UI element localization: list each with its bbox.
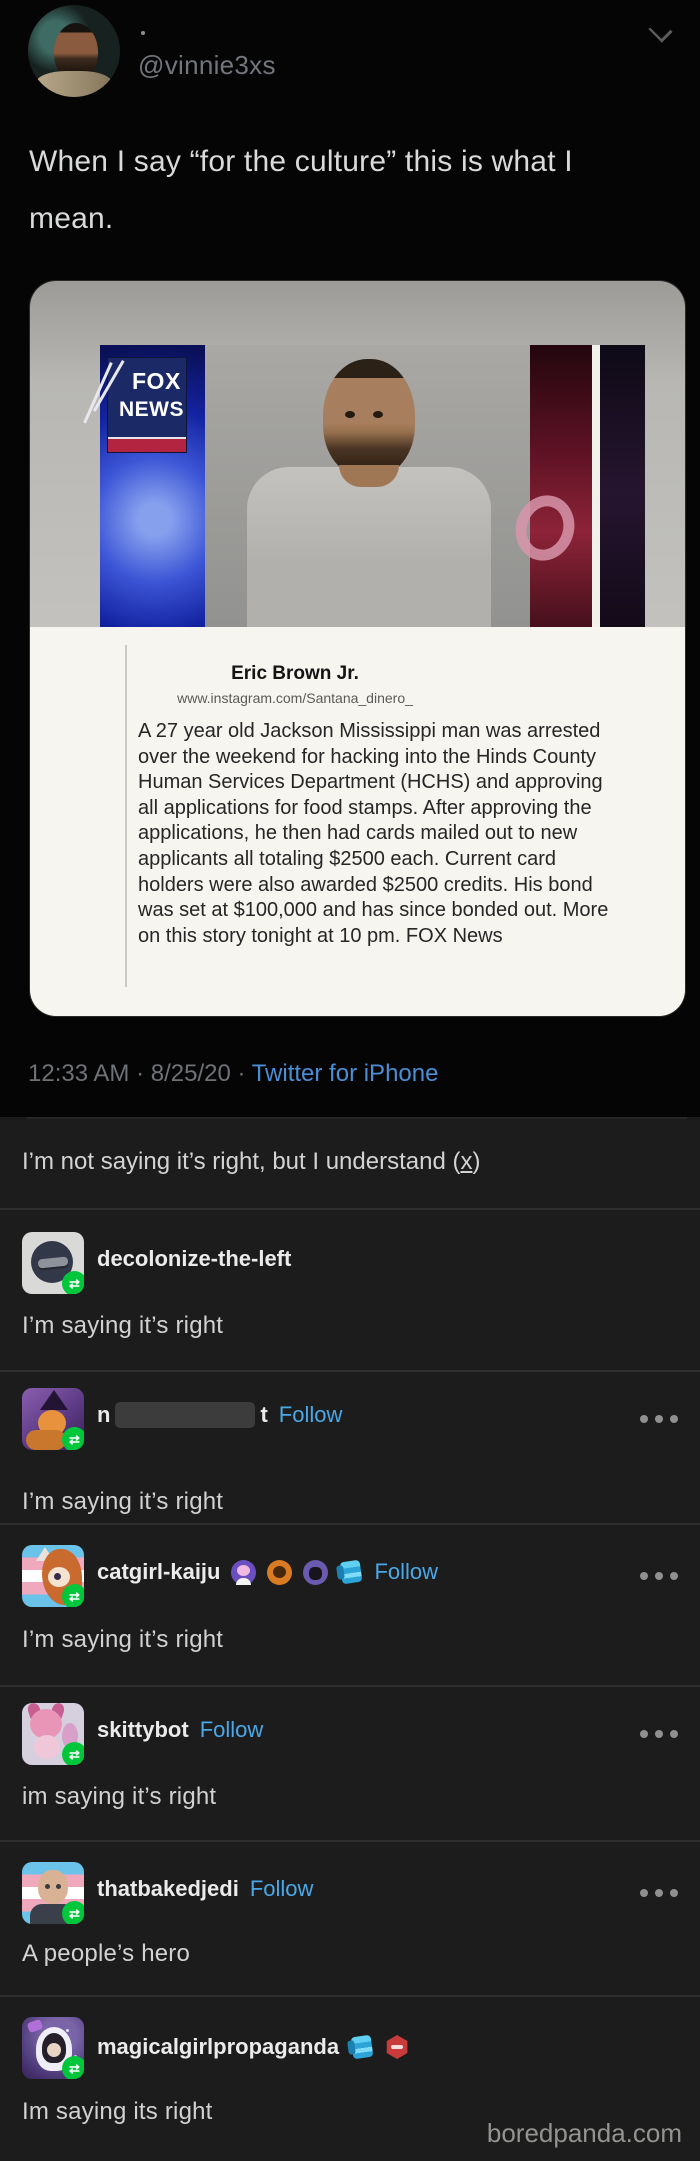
reply-comment: I’m saying it’s right (22, 1488, 224, 1515)
chevron-down-icon[interactable] (648, 20, 674, 38)
post-options-icon[interactable] (640, 1565, 678, 1587)
purple-bow-art (27, 2019, 44, 2033)
scroll-badge-icon (349, 2034, 376, 2059)
mugshot-head (323, 359, 415, 477)
handcuffs-panel (530, 345, 592, 627)
blurred-name-box (115, 1402, 255, 1428)
reblog-icon: ⇄ (62, 1271, 84, 1294)
news-story-text: A 27 year old Jackson Mississippi man was arrested over the weekend for hacking into the Hinds County Human Services Department (HCHS) and approving all applications for food stamps. After approving the applications, he then had cards mailed out to new applicants all totaling $2500 each. Current card holders were also awarded $2500 credits. His bond was set at $100,000 and has since bonded out. More on this story tonight at 10 pm. FOX News (138, 720, 609, 947)
post-caption (22, 1148, 480, 1176)
reply-header (97, 1717, 263, 1743)
white-strip (592, 345, 600, 627)
caption-source-link[interactable]: x (460, 1148, 473, 1175)
bald-head-art (38, 1870, 68, 1904)
orange-paw-badge-icon (267, 1560, 292, 1585)
catgirl-eye-art (54, 1573, 61, 1580)
mugshot-photo (205, 345, 530, 627)
avatar[interactable] (22, 2017, 84, 2079)
reply-username[interactable]: thatbakedjedi (97, 1876, 239, 1901)
post-options-icon[interactable] (640, 1882, 678, 1904)
reply-header (97, 1876, 313, 1902)
reply-comment: A people’s hero (22, 1940, 191, 1967)
follow-button[interactable]: Follow (374, 1559, 439, 1584)
paw-badge-icon (231, 1560, 256, 1585)
divider (0, 1208, 700, 1210)
reply-comment: I’m saying it’s right (22, 1312, 224, 1339)
follow-button[interactable]: Follow (249, 1876, 314, 1901)
divider (27, 1117, 687, 1119)
caption-text: I’m not saying it’s right, but I understand ( (22, 1148, 461, 1175)
post-options-icon[interactable] (640, 1723, 678, 1745)
reply-username-end[interactable]: t (260, 1402, 268, 1427)
skitty-body-art (34, 1735, 60, 1759)
scroll-badge-icon (338, 1559, 365, 1584)
divider (0, 1685, 700, 1687)
reblog-icon: ⇄ (62, 1584, 84, 1607)
fox-logo-text: NEWS (119, 398, 184, 421)
layout-rule-line (125, 645, 127, 987)
mugshot-shirt (247, 467, 491, 627)
news-text-area (30, 627, 685, 1016)
tweet-timestamp (28, 1060, 438, 1088)
reply-comment: I’m saying it’s right (22, 1626, 224, 1653)
reply-username[interactable]: decolonize-the-left (97, 1246, 292, 1271)
fox-logo-red-band (108, 437, 186, 452)
searchlight-beam (83, 362, 113, 424)
embedded-news-image[interactable] (30, 281, 685, 1016)
avatar[interactable] (22, 1862, 84, 1924)
user-handle[interactable]: @vinnie3xs (138, 50, 276, 80)
stop-hex-badge-icon (385, 2035, 409, 2059)
post-options-icon[interactable] (640, 1408, 678, 1430)
reply-comment: im saying it’s right (22, 1783, 217, 1810)
reblog-icon: ⇄ (62, 1427, 84, 1450)
avatar[interactable] (22, 1388, 84, 1450)
witch-hat-art (40, 1390, 68, 1410)
fox-news-logo (108, 358, 186, 452)
reply-username[interactable]: magicalgirlpropaganda (97, 2034, 340, 2059)
reblog-icon: ⇄ (62, 1742, 84, 1765)
face-eyes-art (45, 1884, 50, 1889)
instagram-link: www.instagram.com/Santana_dinero_ (177, 690, 413, 706)
divider (0, 1840, 700, 1842)
reply-username[interactable]: catgirl-kaiju (97, 1559, 221, 1584)
timestamp-text: 12:33 AM · 8/25/20 · (28, 1060, 252, 1087)
reply-header (97, 1246, 291, 1272)
tweet-text: When I say “for the culture” this is what I mean. (29, 145, 573, 235)
reply-header (97, 1559, 438, 1585)
reblog-icon: ⇄ (62, 2056, 84, 2079)
cat-badge-icon (303, 1560, 328, 1585)
follow-button[interactable]: Follow (278, 1402, 343, 1427)
reply-username[interactable]: skittybot (97, 1717, 189, 1742)
reply-header (97, 1402, 342, 1428)
caption-text: ) (472, 1148, 481, 1175)
witch-body-art (26, 1430, 66, 1450)
reply-username-start[interactable]: n (97, 1402, 111, 1427)
reply-header (97, 2034, 409, 2060)
avatar[interactable] (22, 1703, 84, 1765)
watermark: boredpanda.com (486, 2118, 682, 2148)
dark-edge-panel (600, 345, 645, 627)
divider (0, 1370, 700, 1372)
girl-face-art (47, 2043, 61, 2057)
divider (0, 1523, 700, 1525)
follow-button[interactable]: Follow (199, 1717, 264, 1742)
divider (0, 1995, 700, 1997)
fox-logo-text: FOX (132, 368, 181, 394)
name-dot (141, 31, 145, 35)
reply-comment: Im saying its right (22, 2098, 213, 2125)
avatar-shirt (36, 71, 112, 97)
avatar[interactable] (28, 5, 120, 97)
avatar[interactable] (22, 1545, 84, 1607)
tweet-source-link[interactable]: Twitter for iPhone (251, 1060, 439, 1087)
avatar[interactable] (22, 1232, 84, 1294)
reblog-icon: ⇄ (62, 1901, 84, 1924)
news-subject-name: Eric Brown Jr. (231, 663, 359, 684)
